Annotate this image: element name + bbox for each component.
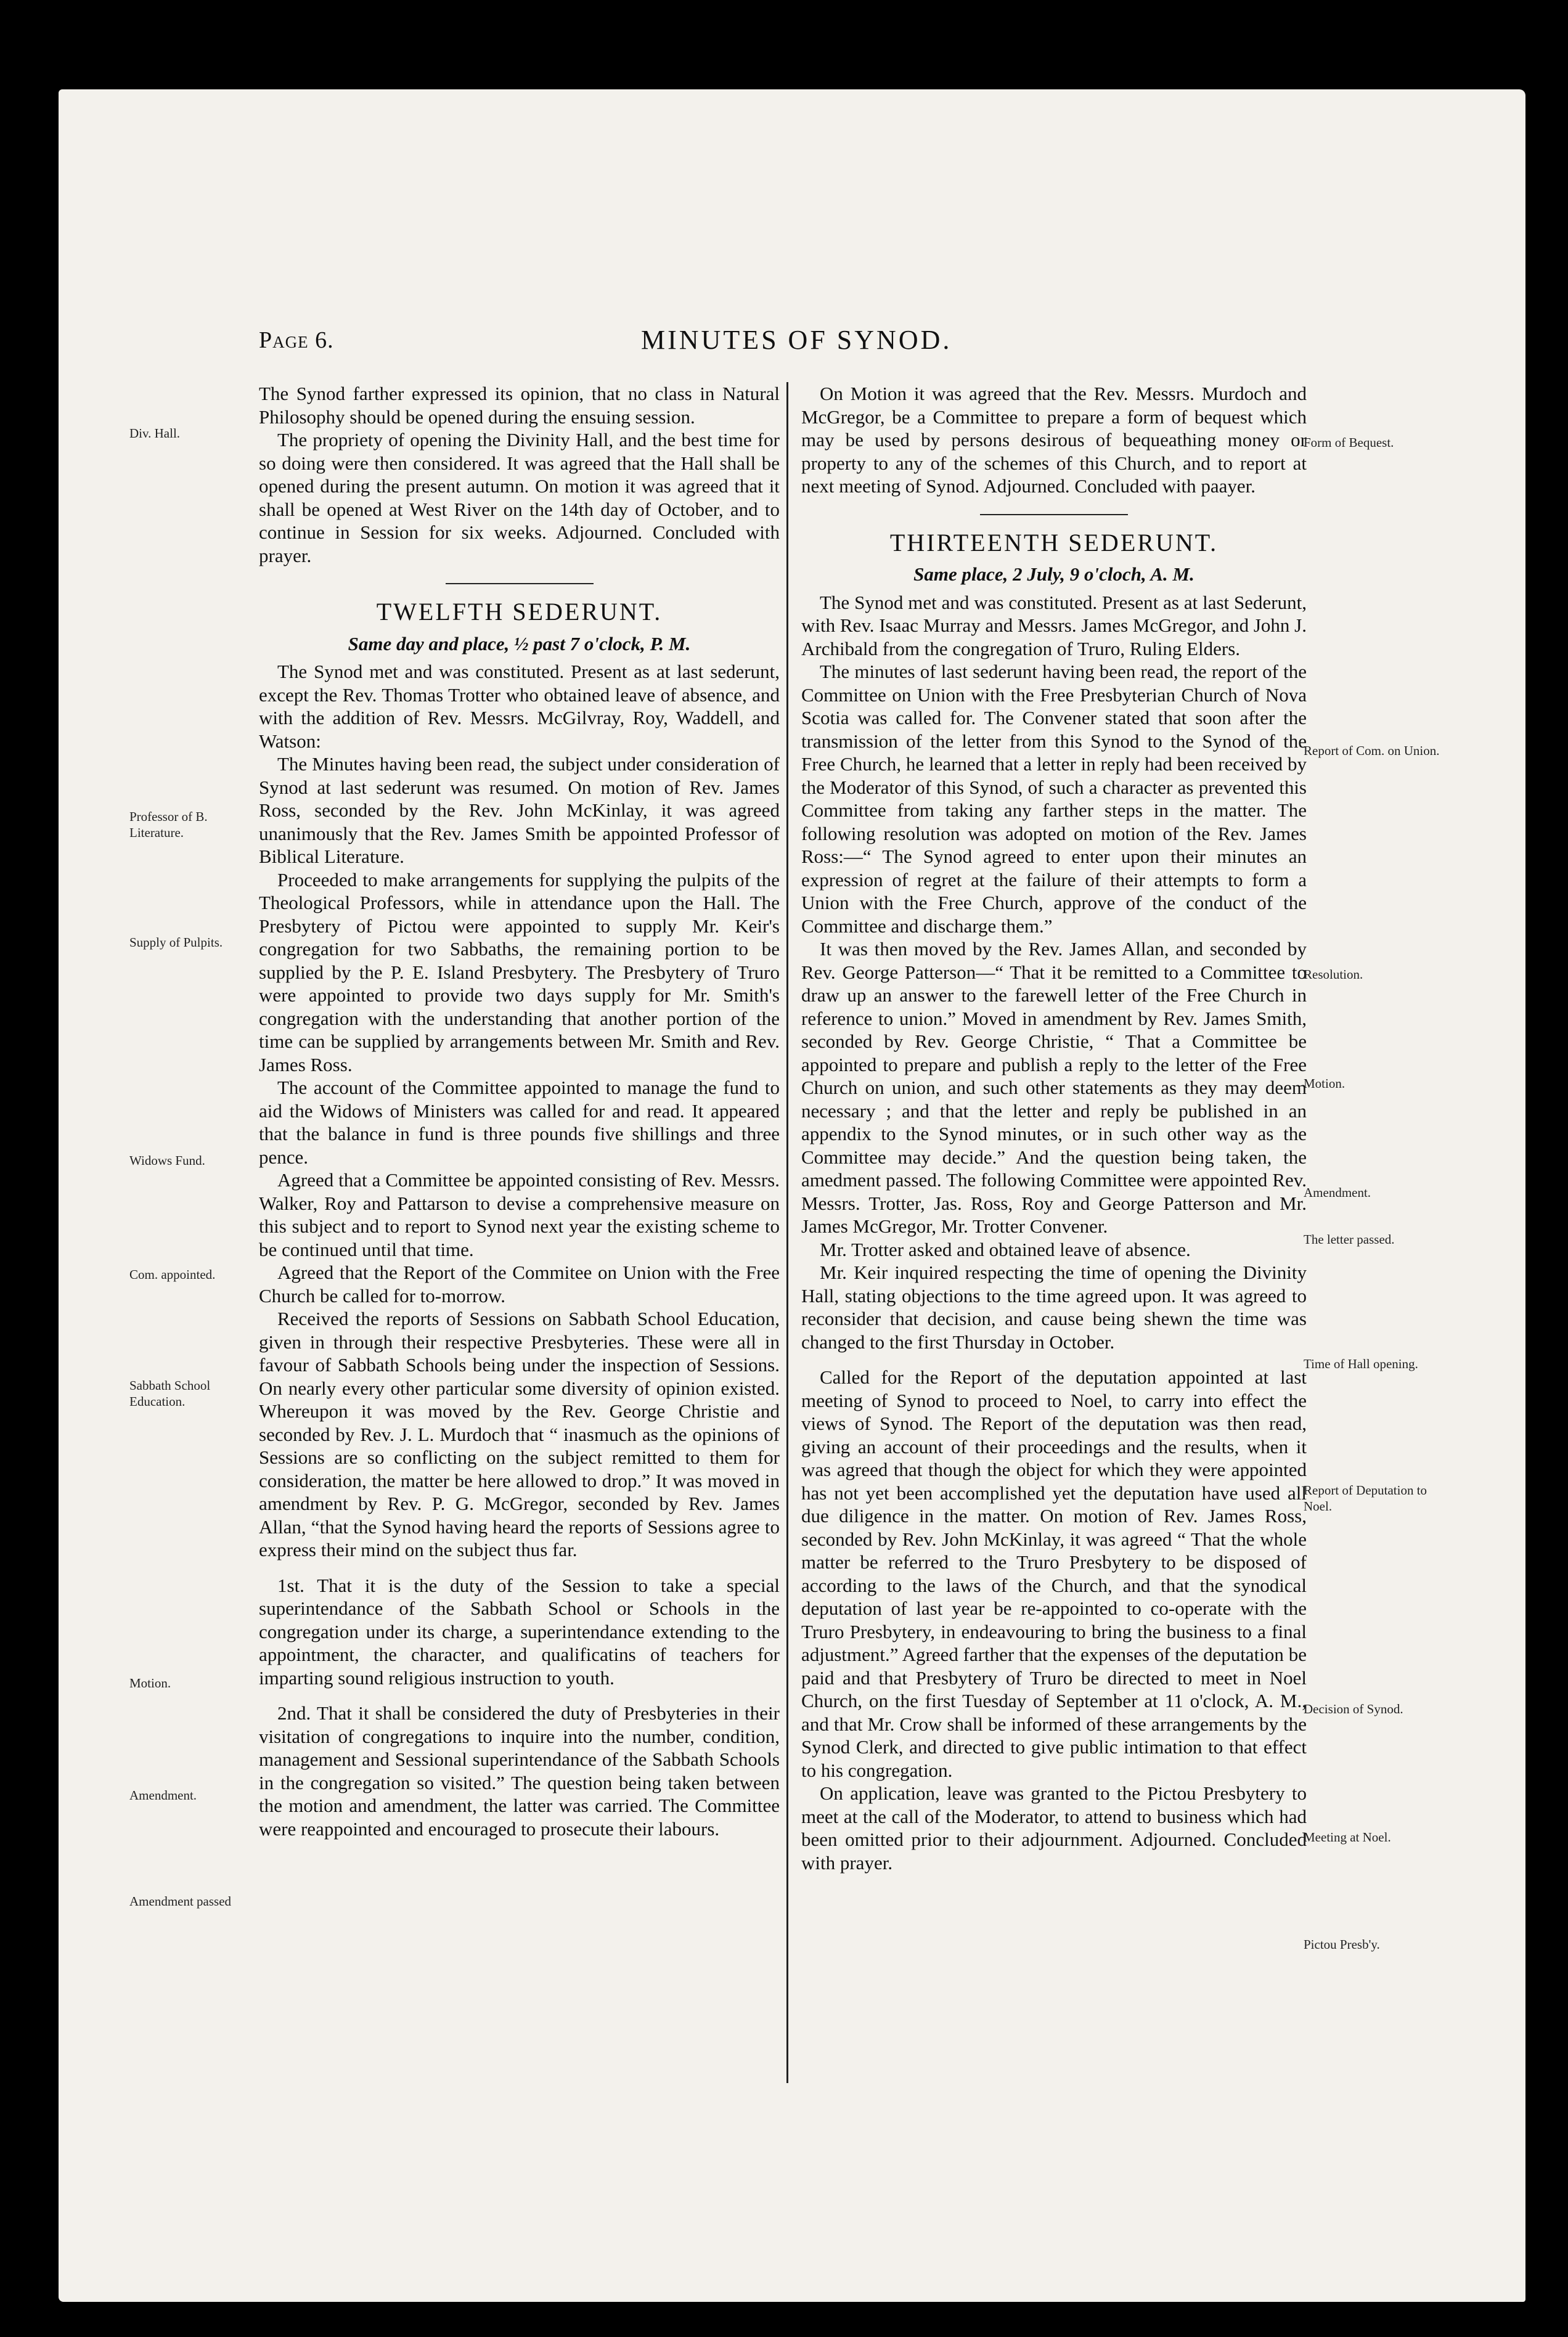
right-column — [801, 382, 1307, 1874]
margin-note-report-deputation: Report of Deputation to Noel. — [1304, 1483, 1427, 1514]
paragraph: The account of the Committee appointed to manage the fund to aid the Widows of Ministers was called for and read. It appeared that the balance in fund is three pounds five shillings and three pence. — [259, 1077, 780, 1168]
dateline: Same place, 2 July, 9 o'cloch, A. M. — [913, 563, 1194, 585]
margin-note-amendment: Amendment. — [1304, 1185, 1371, 1200]
paragraph: 2nd. That it shall be considered the duty of Presbyteries in their visitation of congregations to inquire into the number, condition, management and Sessional superintendance of the Sabbath Schools in the congregation so visited.” The question being taken between the motion and amendment, the latter was carried. The Committee were reappointed and encouraged to prosecute their labours. — [259, 1702, 780, 1840]
margin-note-time-hall: Time of Hall opening. — [1304, 1356, 1418, 1371]
paragraph: Mr. Keir inquired respecting the time of opening the Divinity Hall, stating objections to the time agreed upon. It was agreed to reconsider that decision, and cause being shewn the time was changed to the first Thursday in October. — [801, 1262, 1307, 1353]
paragraph: The propriety of opening the Divinity Hall, and the best time for so doing were then considered. It was agreed that the Hall shall be opened during the present autumn. On motion it was agreed that it shall be opened at West River on the 14th day of October, and to continue in Session for six weeks. Adjourned. Concluded with prayer. — [259, 429, 780, 566]
left-column — [259, 382, 780, 1840]
margin-note-decision: Decision of Synod. — [1304, 1702, 1403, 1716]
margin-note-sabbath-school: Sabbath School Education. — [129, 1378, 211, 1409]
paragraph: Proceeded to make arrangements for supplying the pulpits of the Theological Professors, while in attendance upon the Hall. The Presbytery of Pictou were appointed to supply Mr. Keir's congregation for two Sabbaths, the remaining portion to be supplied by the P. E. Island Presbytery. The Presbytery of Truro were appointed to provide two days supply for Mr. Smith's congregation with the understanding that another portion of the time can be supplied by arrangements between Mr. Smith and Rev. James Ross. — [259, 868, 780, 1075]
margin-note-report-union: Report of Com. on Union. — [1304, 743, 1440, 758]
running-title: MINUTES OF SYNOD. — [641, 325, 952, 355]
paragraph: Agreed that a Committee be appointed consisting of Rev. Messrs. Walker, Roy and Pattarson to devise a comprehensive measure on this subject and to report to Synod next year the existing scheme to be continued until that time. — [259, 1169, 780, 1260]
margin-note-pictou-presby: Pictou Presb'y. — [1304, 1937, 1380, 1952]
margin-note-meeting-noel: Meeting at Noel. — [1304, 1830, 1391, 1845]
paragraph: The Synod met and was constituted. Present as at last sederunt, except the Rev. Thomas Trotter who obtained leave of absence, and with the addition of Rev. Messrs. McGilvray, Roy, Waddell, and Watson: — [259, 661, 780, 752]
paragraph: The Minutes having been read, the subject under consideration of Synod at last sederunt was resumed. On motion of Rev. James Ross, seconded by the Rev. John McKinlay, it was agreed unanimously that the Rev. James Smith be appointed Professor of Biblical Literature. — [259, 753, 780, 867]
margin-note-widows: Widows Fund. — [129, 1153, 205, 1168]
paragraph: Mr. Trotter asked and obtained leave of absence. — [820, 1238, 1191, 1260]
margin-note-letter-passed: The letter passed. — [1304, 1232, 1395, 1247]
page-header — [259, 320, 1325, 364]
margin-note-professor: Professor of B. Literature. — [129, 809, 208, 840]
margin-note-form-bequest: Form of Bequest. — [1304, 435, 1394, 450]
section-heading: TWELFTH SEDERUNT. — [376, 598, 663, 626]
paragraph: 1st. That it is the duty of the Session to take a special superintendance of the Sabbath School or Schools in the congregation under its charge, a superintendance extending to the appointment, the character, and qualificatins of teachers for imparting sound religious instruction to youth. — [259, 1574, 780, 1689]
margin-note-amendment-passed: Amendment passed — [129, 1894, 232, 1909]
margin-note-resolution: Resolution. — [1304, 967, 1363, 982]
paragraph: Called for the Report of the deputation appointed at last meeting of Synod to proceed to Noel, to carry into effect the views of Synod. The Report of the deputation was then read, giving an account of their proceedings and the results, when it was agreed that though the object for which they were appointed has not yet been accomplished yet the deputation have used all due diligence in the matter. On motion of Rev. James Ross, seconded by Rev. John McKinlay, it was agreed “ That the whole matter be referred to the Truro Presbytery to be disposed of according to the laws of the Church, and that the synodical deputation of last year be re-appointed to co-operate with the Truro Presbytery, in endeavouring to bring the business to a final adjustment.” Agreed farther that the expenses of the deputation be paid and that Presbytery of Truro be directed to meet in Noel Church, on the first Tuesday of September at 11 o'clock, A. M., and that Mr. Crow shall be informed of these arrangements by the Synod Clerk, and directed to give public intimation to that effect to his congregation. — [801, 1366, 1307, 1781]
paragraph: The Synod farther expressed its opinion, that no class in Natural Philosophy should be opened during the ensuing session. — [259, 383, 780, 428]
paragraph: The Synod met and was constituted. Present as at last Sederunt, with Rev. Isaac Murray and Messrs. James McGregor, and John J. Archibald from the congregation of Truro, Ruling Elders. — [801, 591, 1307, 659]
paragraph: On application, leave was granted to the Pictou Presbytery to meet at the call of the Moderator, to attend to business which had been omitted prior to their adjournment. Adjourned. Concluded with prayer. — [801, 1782, 1307, 1874]
paragraph: The minutes of last sederunt having been read, the report of the Committee on Union with the Free Presbyterian Church of Nova Scotia was called for. The Convener stated that soon after the transmission of the letter from this Synod to the Synod of the Free Church, he learned that a letter in reply had been received by the Moderator of this Synod, of such a character as prevented this Committee from taking any farther steps in the matter. The following resolution was adopted on motion of the Rev. James Ross:—“ The Synod agreed to enter upon their minutes an expression of regret at the failure of their attempts to form a Union with the Free Church, approve of the conduct of the Committee and discharge them.” — [801, 661, 1307, 937]
column-rule — [786, 382, 788, 2083]
paragraph: On Motion it was agreed that the Rev. Messrs. Murdoch and McGregor, be a Committee to prepare a form of bequest which may be used by persons desirous of bequeathing money or property to any of the schemes of this Church, and to report at next meeting of Synod. Adjourned. Concluded with paayer. — [801, 383, 1307, 497]
paragraph: Received the reports of Sessions on Sabbath School Education, given in through their respective Presbyteries. These were all in favour of Sabbath Schools being under the inspection of Sessions. On nearly every other particular some diversity of opinion existed. Whereupon it was moved by the Rev. George Christie and seconded by Rev. J. L. Murdoch that “ inasmuch as the opinions of Sessions are so conflicting on the subject remitted to them for consideration, the matter be here allowed to drop.” It was moved in amendment by Rev. P. G. McGregor, seconded by Rev. James Allan, “that the Synod having heard the reports of Sessions agree to express their mind on the subject thus far. — [259, 1308, 780, 1560]
page-number: Page 6. — [259, 327, 334, 353]
section-heading: THIRTEENTH SEDERUNT. — [889, 528, 1219, 557]
dateline: Same day and place, ½ past 7 o'clock, P. M. — [348, 632, 691, 655]
margin-note-motion: Motion. — [1304, 1076, 1345, 1091]
section-divider — [980, 514, 1128, 515]
paragraph: Agreed that the Report of the Commitee on Union with the Free Church be called for to-morrow. — [259, 1262, 780, 1307]
margin-note-supply: Supply of Pulpits. — [129, 935, 223, 950]
margin-note-amendment: Amendment. — [129, 1788, 197, 1803]
paragraph: It was then moved by the Rev. James Allan, and seconded by Rev. George Patterson—“ That it be remitted to a Committee to draw up an answer to the farewell letter of the Free Church in reference to union.” Moved in amendment by Rev. James Smith, seconded by Rev. George Christie, “ That a Committee be appointed to prepare and publish a reply to the letter of the Free Church on union, and such other statements as they may deem necessary ; and that the letter and reply be published in an appendix to the Synod minutes, or in such other way as the Committee may decide.” And the question being taken, the amedment passed. The following Committee were appointed Rev. Messrs. Trotter, Jas. Ross, Roy and George Patterson and Mr. James McGregor, Mr. Trotter Convener. — [801, 938, 1307, 1237]
section-divider — [446, 583, 594, 584]
margin-note-motion: Motion. — [129, 1676, 171, 1691]
margin-note-div-hall: Div. Hall. — [129, 426, 181, 441]
margin-note-com-appointed: Com. appointed. — [129, 1267, 216, 1282]
